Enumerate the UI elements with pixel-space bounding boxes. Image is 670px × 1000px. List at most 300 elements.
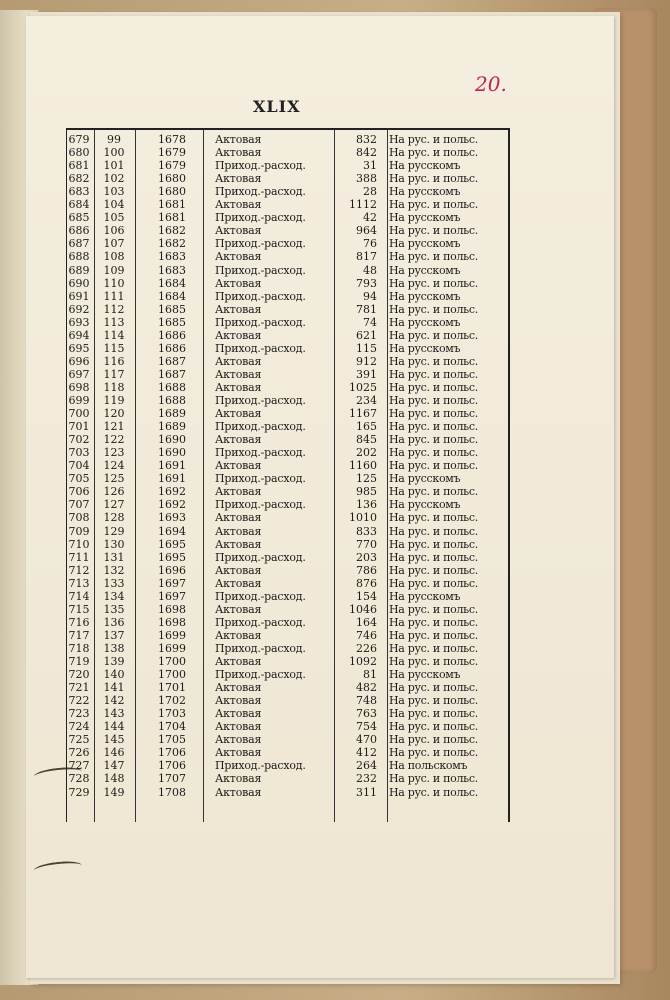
year-cell: 1704 [158,720,186,734]
book-index-cell: 129 [103,524,125,538]
year-cell: 1706 [158,746,186,760]
language-cell: На рус. и польс. [389,380,478,394]
sheet-count-cell: 81 [363,668,377,682]
year-cell: 1690 [158,433,186,447]
sheet-count-cell: 842 [356,146,377,160]
table-row [67,381,511,394]
table-row [67,786,511,799]
year-cell: 1691 [158,472,186,486]
row-number-cell: 715 [68,602,90,616]
record-type-cell: Приход.-расход. [215,668,306,682]
book-index-cell: 119 [103,394,125,407]
table-row [67,498,511,511]
book-index-cell: 146 [103,746,125,760]
binding-thread-bottom [34,860,83,877]
table-row [67,159,511,172]
language-cell: На рус. и польс. [389,563,478,577]
language-cell: На рус. и польс. [389,433,478,447]
row-number-cell: 706 [68,485,90,499]
record-type-cell: Актовая [215,746,262,760]
sheet-count-cell: 165 [356,420,377,434]
row-number-cell: 703 [68,446,90,460]
record-type-cell: Актовая [215,459,262,473]
record-type-cell: Приход.-расход. [215,341,306,355]
year-cell: 1703 [158,707,186,721]
row-number-cell: 700 [68,407,90,421]
language-cell: На рус. и польс. [389,146,478,160]
book-index-cell: 143 [103,707,125,721]
record-type-cell: Актовая [215,133,262,146]
row-number-cell: 714 [68,589,90,603]
record-type-cell: Приход.-расход. [215,550,306,564]
book-index-cell: 138 [103,641,125,655]
row-number-cell: 683 [68,185,90,199]
sheet-count-cell: 74 [363,315,377,329]
year-cell: 1707 [158,772,186,786]
page-number: XLIX [253,97,301,116]
row-number-cell: 727 [68,759,90,773]
record-type-cell: Актовая [215,681,262,695]
table-row [67,485,511,498]
book-index-cell: 110 [103,276,125,290]
table-row [67,746,511,759]
language-cell: На русскомъ [389,237,461,251]
sheet-count-cell: 311 [356,785,377,799]
language-cell: На рус. и польс. [389,641,478,655]
language-cell: На рус. и польс. [389,655,478,668]
sheet-count-cell: 845 [356,433,377,447]
table-row [67,538,511,551]
year-cell: 1700 [158,668,186,682]
row-number-cell: 719 [68,655,90,668]
sheet-count-cell: 1092 [349,655,377,668]
record-type-cell: Актовая [215,250,262,264]
sheet-count-cell: 781 [356,302,377,316]
record-type-cell: Актовая [215,602,262,616]
sheet-count-cell: 1112 [349,198,377,212]
table-row [67,564,511,577]
year-cell: 1684 [158,289,186,303]
language-cell: На рус. и польс. [389,328,478,342]
record-type-cell: Актовая [215,146,262,160]
row-number-cell: 688 [68,250,90,264]
sheet-count-cell: 226 [356,641,377,655]
book-index-cell: 125 [103,472,125,486]
language-cell: На рус. и польс. [389,250,478,264]
book-index-cell: 124 [103,459,125,473]
book-index-cell: 121 [103,420,125,434]
row-number-cell: 729 [68,785,90,799]
sheet-count-cell: 94 [363,289,377,303]
document-page [26,16,614,978]
sheet-count-cell: 125 [356,472,377,486]
book-index-cell: 128 [103,511,125,525]
language-cell: На русскомъ [389,589,461,603]
year-cell: 1697 [158,589,186,603]
book-index-cell: 100 [103,146,125,160]
sheet-count-cell: 42 [363,211,377,225]
table-row [67,525,511,538]
table-row [67,146,511,159]
language-cell: На рус. и польс. [389,407,478,421]
book-index-cell: 140 [103,668,125,682]
table-row [67,511,511,524]
row-number-cell: 694 [68,328,90,342]
sheet-count-cell: 754 [356,720,377,734]
book-index-cell: 135 [103,602,125,616]
book-index-cell: 115 [103,341,125,355]
row-number-cell: 721 [68,681,90,695]
book-index-cell: 142 [103,694,125,708]
year-cell: 1678 [158,133,186,146]
row-number-cell: 691 [68,289,90,303]
table-row [67,316,511,329]
sheet-count-cell: 985 [356,485,377,499]
book-index-cell: 130 [103,537,125,551]
book-index-cell: 116 [103,354,125,368]
table-row [67,133,511,146]
record-type-cell: Приход.-расход. [215,498,306,512]
book-index-cell: 141 [103,681,125,695]
language-cell: На рус. и польс. [389,602,478,616]
year-cell: 1685 [158,315,186,329]
language-cell: На русскомъ [389,185,461,199]
language-cell: На русскомъ [389,315,461,329]
record-type-cell: Актовая [215,694,262,708]
record-type-cell: Актовая [215,524,262,538]
sheet-count-cell: 748 [356,694,377,708]
handwritten-folio-number: 20. [475,72,507,96]
sheet-count-cell: 746 [356,628,377,642]
record-type-cell: Актовая [215,367,262,381]
row-number-cell: 725 [68,733,90,747]
row-number-cell: 695 [68,341,90,355]
book-index-cell: 131 [103,550,125,564]
year-cell: 1682 [158,224,186,238]
year-cell: 1697 [158,576,186,590]
book-index-cell: 117 [103,367,125,381]
table-row [67,603,511,616]
language-cell: На рус. и польс. [389,367,478,381]
record-type-cell: Приход.-расход. [215,615,306,629]
book-index-cell: 137 [103,628,125,642]
language-cell: На рус. и польс. [389,133,478,146]
book-index-cell: 134 [103,589,125,603]
record-type-cell: Приход.-расход. [215,420,306,434]
sheet-count-cell: 48 [363,263,377,277]
record-type-cell: Актовая [215,772,262,786]
sheet-count-cell: 763 [356,707,377,721]
language-cell: На рус. и польс. [389,694,478,708]
year-cell: 1688 [158,380,186,394]
year-cell: 1698 [158,602,186,616]
language-cell: На русскомъ [389,341,461,355]
row-number-cell: 724 [68,720,90,734]
book-index-cell: 109 [103,263,125,277]
sheet-count-cell: 115 [356,341,377,355]
table-row [67,590,511,603]
sheet-count-cell: 964 [356,224,377,238]
record-type-cell: Актовая [215,537,262,551]
year-cell: 1681 [158,198,186,212]
row-number-cell: 698 [68,380,90,394]
sheet-count-cell: 482 [356,681,377,695]
year-cell: 1708 [158,785,186,799]
record-type-cell: Актовая [215,172,262,186]
book-index-cell: 133 [103,576,125,590]
sheet-count-cell: 876 [356,576,377,590]
year-cell: 1706 [158,759,186,773]
table-row [67,459,511,472]
book-index-cell: 126 [103,485,125,499]
language-cell: На рус. и польс. [389,746,478,760]
record-type-cell: Актовая [215,733,262,747]
record-type-cell: Приход.-расход. [215,289,306,303]
row-number-cell: 685 [68,211,90,225]
sheet-count-cell: 264 [356,759,377,773]
row-number-cell: 696 [68,354,90,368]
record-type-cell: Приход.-расход. [215,446,306,460]
language-cell: На рус. и польс. [389,733,478,747]
record-type-cell: Актовая [215,720,262,734]
row-number-cell: 728 [68,772,90,786]
table-row [67,211,511,224]
record-type-cell: Приход.-расход. [215,159,306,173]
book-index-cell: 120 [103,407,125,421]
table-row [67,551,511,564]
book-index-cell: 147 [103,759,125,773]
language-cell: На рус. и польс. [389,354,478,368]
sheet-count-cell: 28 [363,185,377,199]
record-type-cell: Актовая [215,563,262,577]
record-type-cell: Приход.-расход. [215,315,306,329]
table-row [67,342,511,355]
sheet-count-cell: 76 [363,237,377,251]
sheet-count-cell: 470 [356,733,377,747]
record-type-cell: Актовая [215,276,262,290]
book-index-cell: 132 [103,563,125,577]
sheet-count-cell: 136 [356,498,377,512]
row-number-cell: 699 [68,394,90,407]
table-row [67,303,511,316]
record-type-cell: Приход.-расход. [215,263,306,277]
sheet-count-cell: 232 [356,772,377,786]
year-cell: 1680 [158,185,186,199]
language-cell: На рус. и польс. [389,420,478,434]
year-cell: 1685 [158,302,186,316]
sheet-count-cell: 1167 [349,407,377,421]
year-cell: 1687 [158,367,186,381]
language-cell: На рус. и польс. [389,224,478,238]
record-type-cell: Приход.-расход. [215,589,306,603]
table-row [67,185,511,198]
row-number-cell: 720 [68,668,90,682]
record-type-cell: Актовая [215,628,262,642]
row-number-cell: 722 [68,694,90,708]
row-number-cell: 697 [68,367,90,381]
record-type-cell: Приход.-расход. [215,759,306,773]
record-type-cell: Приход.-расход. [215,237,306,251]
sheet-count-cell: 1010 [349,511,377,525]
row-number-cell: 679 [68,133,90,146]
record-type-cell: Приход.-расход. [215,641,306,655]
table-row [67,707,511,720]
year-cell: 1695 [158,550,186,564]
year-cell: 1686 [158,328,186,342]
language-cell: На рус. и польс. [389,628,478,642]
sheet-count-cell: 202 [356,446,377,460]
record-type-cell: Приход.-расход. [215,472,306,486]
year-cell: 1692 [158,498,186,512]
table-row [67,329,511,342]
book-index-cell: 99 [107,133,121,146]
book-index-cell: 145 [103,733,125,747]
sheet-count-cell: 31 [363,159,377,173]
table-row [67,668,511,681]
table-row [67,772,511,785]
sheet-count-cell: 1025 [349,380,377,394]
book-index-cell: 118 [103,380,125,394]
year-cell: 1682 [158,237,186,251]
book-index-cell: 122 [103,433,125,447]
language-cell: На русскомъ [389,159,461,173]
row-number-cell: 718 [68,641,90,655]
record-type-cell: Актовая [215,328,262,342]
year-cell: 1679 [158,146,186,160]
language-cell: На рус. и польс. [389,707,478,721]
row-number-cell: 708 [68,511,90,525]
record-type-cell: Актовая [215,224,262,238]
table-row [67,237,511,250]
year-cell: 1694 [158,524,186,538]
language-cell: На рус. и польс. [389,576,478,590]
table-row [67,577,511,590]
year-cell: 1698 [158,615,186,629]
row-number-cell: 723 [68,707,90,721]
sheet-count-cell: 621 [356,328,377,342]
table-row [67,616,511,629]
row-number-cell: 689 [68,263,90,277]
row-number-cell: 690 [68,276,90,290]
year-cell: 1684 [158,276,186,290]
book-index-cell: 104 [103,198,125,212]
book-index-cell: 148 [103,772,125,786]
year-cell: 1683 [158,263,186,277]
year-cell: 1699 [158,628,186,642]
language-cell: На русскомъ [389,668,461,682]
row-number-cell: 716 [68,615,90,629]
row-number-cell: 692 [68,302,90,316]
language-cell: На русскомъ [389,263,461,277]
table-row [67,681,511,694]
table-row [67,368,511,381]
row-number-cell: 687 [68,237,90,251]
year-cell: 1705 [158,733,186,747]
row-number-cell: 686 [68,224,90,238]
book-index-cell: 106 [103,224,125,238]
sheet-count-cell: 793 [356,276,377,290]
sheet-count-cell: 832 [356,133,377,146]
record-type-cell: Актовая [215,407,262,421]
book-index-cell: 108 [103,250,125,264]
sheet-count-cell: 154 [356,589,377,603]
language-cell: На рус. и польс. [389,615,478,629]
language-cell: На польскомъ [389,759,468,773]
table-row [67,629,511,642]
language-cell: На рус. и польс. [389,446,478,460]
year-cell: 1700 [158,655,186,668]
language-cell: На рус. и польс. [389,511,478,525]
table-row [67,198,511,211]
record-type-cell: Актовая [215,433,262,447]
record-type-cell: Актовая [215,655,262,668]
record-type-cell: Актовая [215,785,262,799]
table-row [67,394,511,407]
sheet-count-cell: 388 [356,172,377,186]
book-index-cell: 107 [103,237,125,251]
year-cell: 1689 [158,420,186,434]
book-index-cell: 101 [103,159,125,173]
record-type-cell: Актовая [215,380,262,394]
row-number-cell: 681 [68,159,90,173]
table-row [67,655,511,668]
year-cell: 1679 [158,159,186,173]
year-cell: 1680 [158,172,186,186]
book-index-cell: 114 [103,328,125,342]
year-cell: 1688 [158,394,186,407]
table-row [67,733,511,746]
row-number-cell: 684 [68,198,90,212]
book-index-cell: 144 [103,720,125,734]
row-number-cell: 712 [68,563,90,577]
row-number-cell: 726 [68,746,90,760]
table-row [67,694,511,707]
sheet-count-cell: 786 [356,563,377,577]
sheet-count-cell: 1046 [349,602,377,616]
language-cell: На русскомъ [389,289,461,303]
language-cell: На рус. и польс. [389,302,478,316]
row-number-cell: 713 [68,576,90,590]
language-cell: На русскомъ [389,498,461,512]
row-number-cell: 693 [68,315,90,329]
book-index-cell: 113 [103,315,125,329]
book-index-cell: 103 [103,185,125,199]
record-type-cell: Актовая [215,707,262,721]
record-type-cell: Актовая [215,198,262,212]
language-cell: На рус. и польс. [389,172,478,186]
row-number-cell: 707 [68,498,90,512]
record-type-cell: Актовая [215,485,262,499]
book-index-cell: 112 [103,302,125,316]
language-cell: На рус. и польс. [389,459,478,473]
sheet-count-cell: 203 [356,550,377,564]
language-cell: На рус. и польс. [389,785,478,799]
language-cell: На рус. и польс. [389,681,478,695]
year-cell: 1689 [158,407,186,421]
archive-ledger-table [66,128,510,822]
row-number-cell: 702 [68,433,90,447]
year-cell: 1691 [158,459,186,473]
year-cell: 1683 [158,250,186,264]
language-cell: На рус. и польс. [389,276,478,290]
record-type-cell: Актовая [215,576,262,590]
year-cell: 1693 [158,511,186,525]
row-number-cell: 709 [68,524,90,538]
sheet-count-cell: 391 [356,367,377,381]
book-index-cell: 139 [103,655,125,668]
row-number-cell: 680 [68,146,90,160]
table-row [67,224,511,237]
